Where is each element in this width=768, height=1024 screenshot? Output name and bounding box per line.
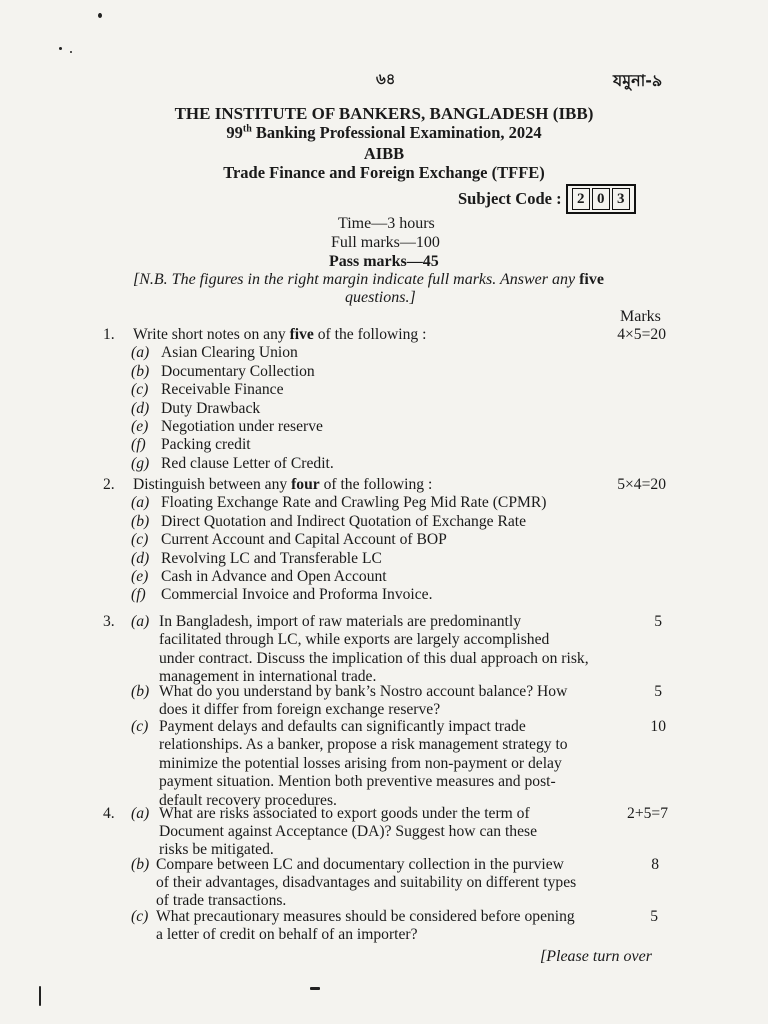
part-line: payment situation. Mention both preventive measures and post- (159, 773, 556, 791)
item-text: Negotiation under reserve (161, 418, 323, 435)
part-line: minimize the potential losses arising from non-payment or delay (159, 754, 562, 772)
part-line: In Bangladesh, import of raw materials are predominantly (159, 613, 522, 630)
stem-emphasis: four (291, 476, 320, 493)
item-text: Duty Drawback (161, 399, 261, 417)
exam-number-suffix: th (242, 123, 252, 135)
item-text: Revolving LC and Transferable LC (161, 549, 382, 567)
instructions-text: [N.B. The figures in the right margin indicate full marks. Answer any (133, 271, 580, 288)
item-label: (f) (131, 436, 146, 454)
scan-speck (70, 51, 72, 53)
scan-speck (59, 47, 62, 50)
instructions (133, 271, 604, 289)
part-line: risks be mitigated. (159, 840, 274, 858)
question-2 (0, 476, 768, 608)
part-line: management in international trade. (159, 668, 377, 686)
pass-marks: Pass marks—45 (329, 253, 439, 270)
part-line: What do you understand by bank’s Nostro account balance? How (159, 683, 568, 700)
stem-text: of the following : (319, 476, 433, 493)
item-label: (b) (131, 512, 150, 530)
item-text: Red clause Letter of Credit. (161, 454, 334, 472)
part-line: a letter of credit on behalf of an importer? (156, 926, 418, 944)
question-number: 1. (103, 326, 115, 343)
exam-title (0, 123, 768, 143)
item-label: (d) (131, 549, 150, 567)
item-label: (d) (131, 399, 150, 417)
question-stem (133, 326, 426, 344)
part-line: relationships. As a banker, propose a risk management strategy to (159, 736, 568, 754)
item-text: Direct Quotation and Indirect Quotation of Exchange Rate (161, 512, 527, 530)
exam-number: 99 (226, 123, 243, 142)
part-marks: 10 (650, 718, 666, 735)
item-label: (c) (131, 531, 149, 549)
exam-level: AIBB (363, 144, 405, 163)
question-number: 3. (103, 613, 115, 630)
part-line: What precautionary measures should be considered before opening (156, 908, 575, 925)
subject-code-label: Subject Code : (458, 189, 562, 208)
part-line: Payment delays and defaults can significantly impact trade (159, 718, 526, 735)
question-3 (0, 613, 768, 809)
part-line: of trade transactions. (156, 891, 287, 909)
part-line: facilitated through LC, while exports are largely accomplished (159, 631, 550, 649)
part-line: under contract. Discuss the implication of this dual approach on risk, (159, 649, 589, 667)
item-label: (g) (131, 454, 150, 472)
institute-title: THE INSTITUTE OF BANKERS, BANGLADESH (IBB) (174, 104, 594, 123)
item-label: (a) (131, 494, 150, 512)
part-label: (a) (131, 805, 150, 822)
item-label: (c) (131, 381, 149, 399)
part-marks: 2+5=7 (627, 805, 668, 822)
question-4 (0, 805, 768, 945)
item-label: (e) (131, 568, 149, 585)
turn-over-note: [Please turn over (540, 948, 652, 965)
set-label: যমুনা-৯ (613, 71, 663, 90)
question-number: 4. (103, 805, 115, 822)
question-marks: 4×5=20 (617, 326, 666, 343)
part-line: What are risks associated to export goods under the term of (159, 805, 530, 822)
question-1 (0, 326, 768, 476)
subject-code-digit: 3 (612, 188, 630, 210)
exam-name: Banking Professional Examination, 2024 (251, 123, 542, 142)
subject-code-digit: 2 (572, 188, 590, 210)
scan-speck (98, 13, 102, 18)
part-label: (c) (131, 908, 149, 925)
scan-speck (39, 986, 41, 1006)
instructions-emphasis: five (579, 271, 604, 288)
part-line: Compare between LC and documentary collection in the purview (156, 856, 564, 873)
part-line: of their advantages, disadvantages and suitability on different types (156, 874, 577, 892)
part-line: Document against Acceptance (DA)? Suggest how can these (159, 823, 538, 841)
part-label: (a) (131, 613, 150, 630)
item-label: (e) (131, 418, 149, 435)
marks-heading: Marks (620, 308, 661, 325)
part-line: does it differ from foreign exchange reserve? (159, 701, 441, 719)
part-label: (c) (131, 718, 149, 735)
part-marks: 5 (654, 683, 662, 700)
item-text: Packing credit (161, 436, 251, 454)
subject-code-digit: 0 (592, 188, 610, 210)
item-text: Current Account and Capital Account of BOP (161, 531, 447, 549)
item-text: Commercial Invoice and Proforma Invoice. (161, 586, 433, 604)
item-label: (b) (131, 362, 150, 380)
question-number: 2. (103, 476, 115, 493)
subject-code-box (566, 184, 636, 214)
item-text: Asian Clearing Union (161, 344, 298, 362)
stem-text: of the following : (313, 326, 427, 343)
subject-code (458, 184, 636, 214)
stem-text: Distinguish between any (133, 476, 292, 493)
part-marks: 5 (650, 908, 658, 925)
part-label: (b) (131, 683, 150, 700)
part-marks: 8 (651, 856, 659, 873)
item-text: Documentary Collection (161, 362, 315, 380)
instructions-line-2: questions.] (345, 289, 416, 306)
item-label: (f) (131, 586, 146, 604)
question-stem (133, 476, 432, 494)
question-marks: 5×4=20 (617, 476, 666, 493)
part-marks: 5 (654, 613, 662, 630)
item-text: Cash in Advance and Open Account (161, 568, 387, 585)
item-text: Receivable Finance (161, 381, 284, 399)
stem-text: Write short notes on any (133, 326, 290, 343)
time-allowed: Time—3 hours (338, 215, 435, 232)
part-label: (b) (131, 856, 150, 873)
scan-speck (310, 987, 320, 990)
item-text: Floating Exchange Rate and Crawling Peg Mid Rate (CPMR) (161, 494, 547, 512)
page-number: ৬৪ (376, 70, 396, 88)
stem-emphasis: five (289, 326, 314, 343)
full-marks: Full marks—100 (331, 234, 440, 251)
part-line: default recovery procedures. (159, 791, 337, 809)
item-label: (a) (131, 344, 150, 362)
subject-title: Trade Finance and Foreign Exchange (TFFE) (223, 163, 545, 182)
